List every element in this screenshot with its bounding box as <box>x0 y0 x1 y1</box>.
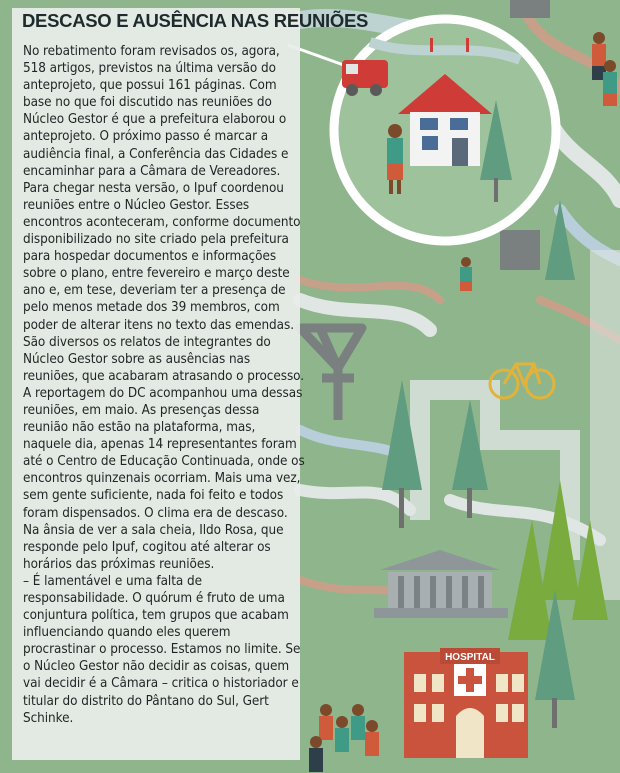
article-title: DESCASO E AUSÊNCIA NAS REUNIÕES <box>22 10 369 31</box>
paragraph: – É lamentável e uma falta de responsabilidade. O quórum é fruto de uma conjuntura política, tem grupos que acabam influenciando quando eles querem procrastinar o processo. Estamos no limite. Se o Núcleo Gestor não decidir as coisas, quem vai decidir é a Câmara – critica o historiador e titular do distrito do Pântano do Sul, Gert Schinke. <box>23 573 301 726</box>
paragraph: No rebatimento foram revisados os, agora, 518 artigos, previstos na última versão do anteprojeto, que possui 161 páginas. Com base no que foi discutido nas reuniões do Núcleo Gestor é que a prefeitura elaborou o anteprojeto. O próximo passo é marcar a audiência final, a Conferência das Cidades e encaminhar para a Câmara de Vereadores. Para chegar nesta versão, o Ipuf coordenou reuniões entre o Núcleo Gestor. Esses encontros aconteceram, conforme documento disponibilizado no site criado pela prefeitura para hospedar documentos e informações sobre o plano, entre fevereiro e março deste ano e, em tese, deveriam ter a presença de pelo menos metade dos 39 membros, com poder de alterar itens no texto das emendas. <box>23 44 301 333</box>
hospital-sign: HOSPITAL <box>445 652 495 663</box>
article-body <box>23 43 305 727</box>
paragraph: São diversos os relatos de integrantes do Núcleo Gestor sobre as ausências nas reuniões, que acabaram atrasando o processo. A reportagem do DC acompanhou uma dessas reuniões, em maio. As presenças dessa reunião não estão na plataforma, mas, naquele dia, apenas 14 representantes foram até o Centro de Educação Continuada, onde os encontros quinzenais ocorriam. Mais uma vez, sem gente suficiente, nada foi feito e todos foram dispensados. O clima era de descaso. Na ânsia de ver a sala cheia, Ildo Rosa, que responde pelo Ipuf, cogitou até alterar os horários das próximas reuniões. <box>23 334 305 572</box>
